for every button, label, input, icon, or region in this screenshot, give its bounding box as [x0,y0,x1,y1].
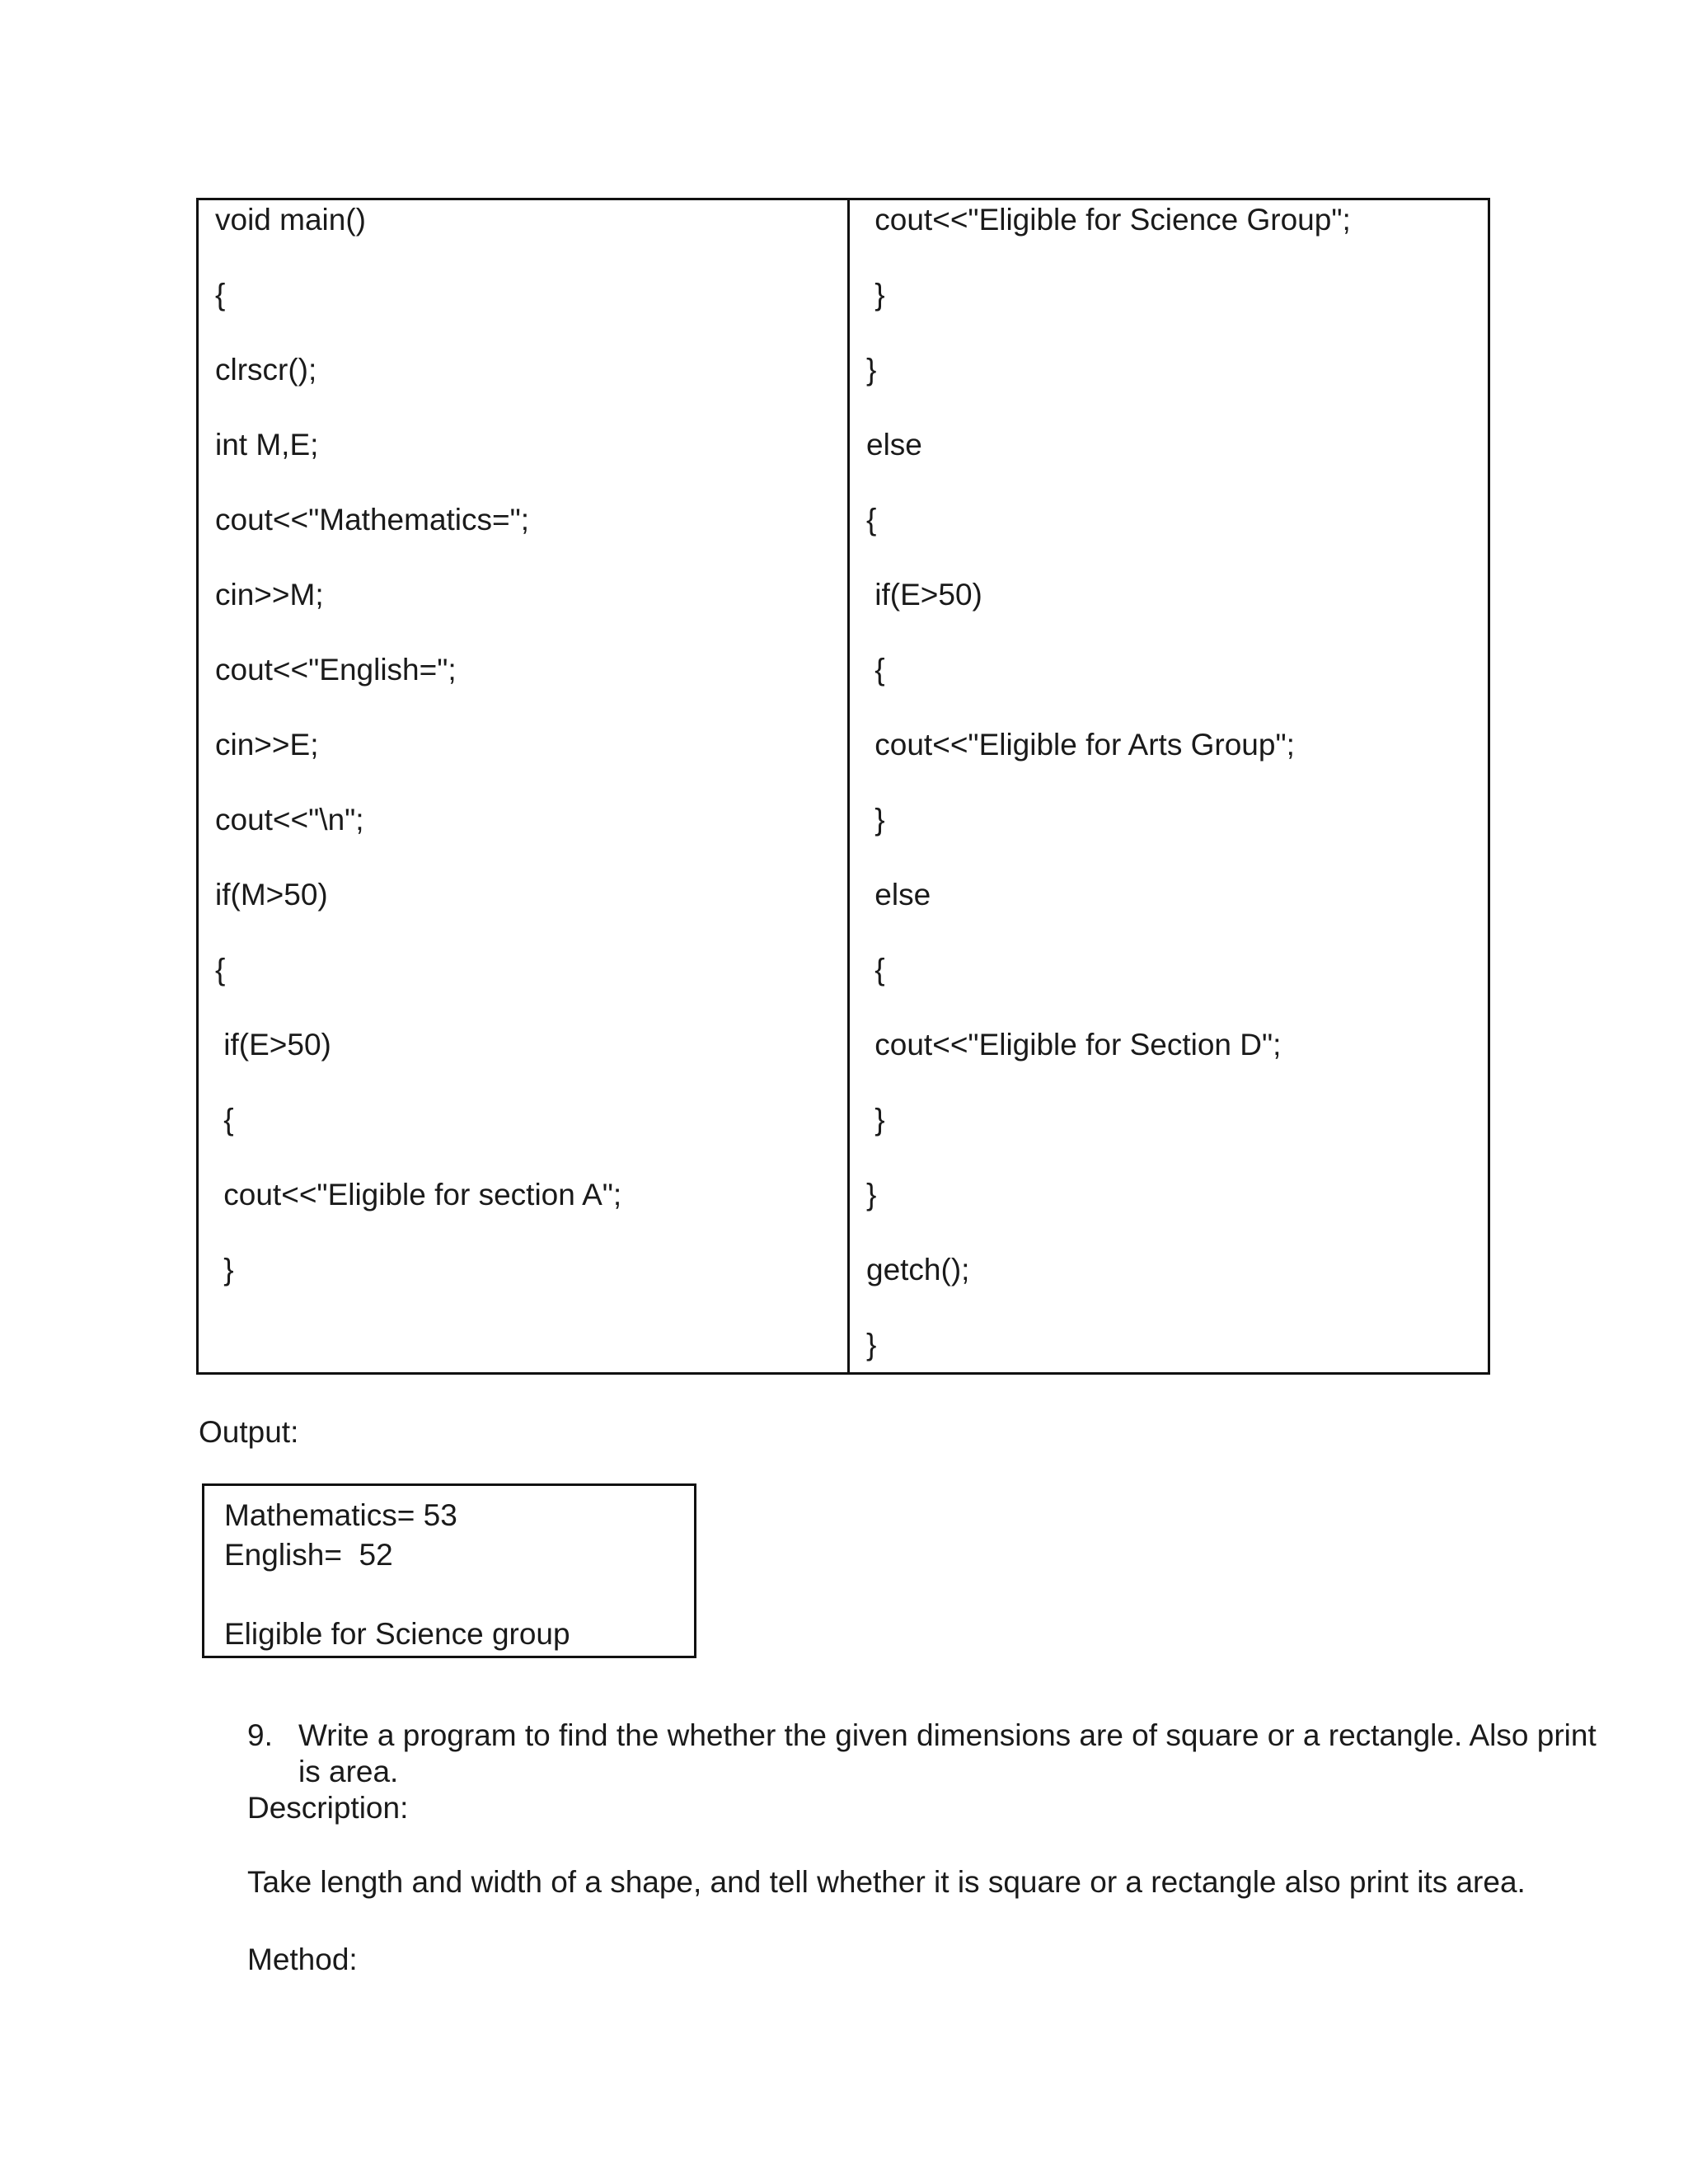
code-line: getch(); [866,1253,970,1286]
code-line: } [866,278,885,312]
code-line: { [215,953,226,987]
code-line: void main() [215,203,366,237]
code-line: { [215,278,226,312]
output-box [202,1483,696,1658]
code-line: { [215,1103,234,1137]
code-line: { [866,653,885,687]
code-line: cin>>E; [215,728,319,762]
code-line: } [866,1328,877,1361]
code-line: } [866,803,885,837]
method-label: Method: [247,1943,358,1976]
code-line: } [866,1178,877,1212]
description-text: Take length and width of a shape, and tell whether it is square or a rectangle also print its area. [247,1865,1526,1899]
output-label: Output: [199,1415,299,1449]
code-line: { [866,953,885,987]
code-line: cin>>M; [215,578,324,612]
output-line: Mathematics= 53 [224,1498,457,1532]
code-line: cout<<"Eligible for Arts Group"; [866,728,1295,762]
code-table-divider [847,200,850,1372]
code-line: if(M>50) [215,878,328,912]
code-line: if(E>50) [215,1028,331,1062]
code-line: clrscr(); [215,353,317,387]
code-line: } [866,1103,885,1137]
code-line: cout<<"English="; [215,653,457,687]
output-line: English= 52 [224,1538,393,1572]
code-line: cout<<"Mathematics="; [215,503,530,537]
code-table [196,198,1490,1375]
question-text [298,1718,1597,1790]
question-text-line: is area. [298,1755,399,1788]
code-line: cout<<"Eligible for section A"; [215,1178,622,1212]
code-line: if(E>50) [866,578,982,612]
output-line: Eligible for Science group [224,1617,570,1651]
description-label: Description: [247,1791,409,1825]
code-line: else [866,428,922,462]
code-line: int M,E; [215,428,319,462]
question-text-line: Write a program to find the whether the given dimensions are of square or a rectangle. Also print [298,1718,1597,1752]
question-number: 9. [247,1718,273,1752]
code-line: cout<<"\n"; [215,803,364,837]
code-line: cout<<"Eligible for Science Group"; [866,203,1351,237]
code-line: } [215,1253,234,1286]
code-line: else [866,878,931,912]
code-line: { [866,503,877,537]
code-line: cout<<"Eligible for Section D"; [866,1028,1282,1062]
code-line: } [866,353,877,387]
